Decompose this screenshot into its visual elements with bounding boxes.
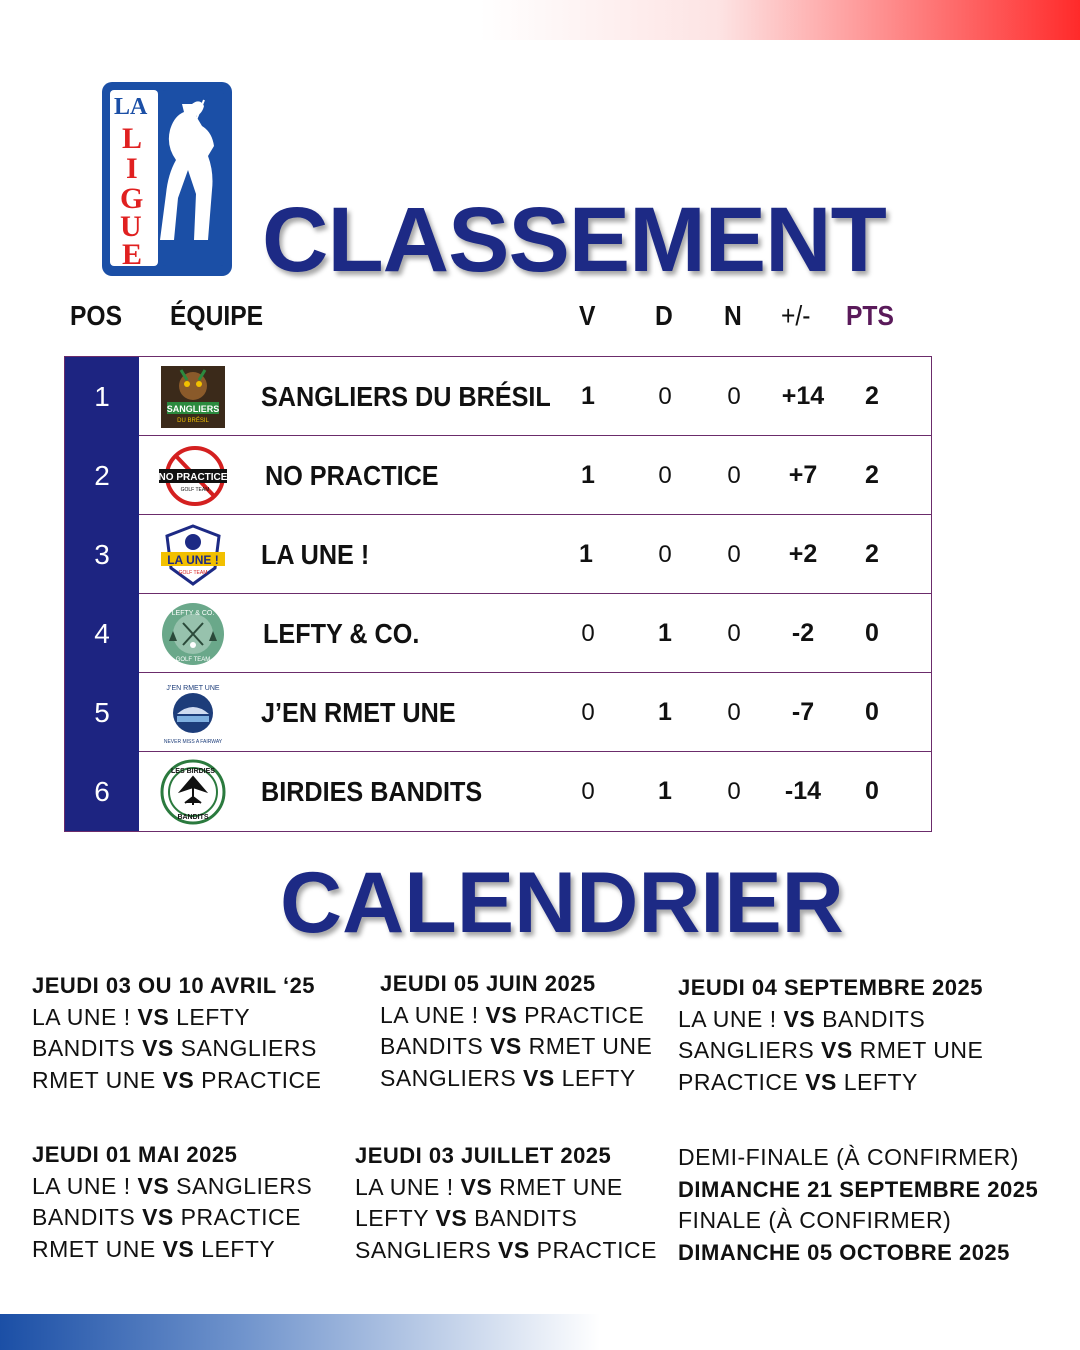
schedule-block-june: [380, 968, 652, 1094]
svg-text:GOLF TEAM: GOLF TEAM: [180, 487, 210, 493]
match-line: LA UNE ! VS SANGLIERS: [32, 1172, 313, 1199]
goal-diff: +14: [781, 382, 825, 410]
goal-diff: -14: [784, 777, 822, 805]
position: 6: [65, 752, 139, 831]
jen-rmet-une-logo-icon: [159, 680, 227, 746]
svg-text:LEFTY & CO.: LEFTY & CO.: [171, 610, 215, 617]
final-label: FINALE (À CONFIRMER): [678, 1207, 952, 1233]
team-name: SANGLIERS DU BRÉSIL: [261, 380, 551, 412]
svg-text:BANDITS: BANDITS: [177, 814, 209, 821]
goal-diff: +7: [788, 461, 818, 489]
svg-text:I: I: [126, 152, 138, 185]
match-date: JEUDI 03 OU 10 AVRIL ‘25: [32, 973, 316, 998]
col-pts: PTS: [846, 300, 894, 331]
schedule-block-september: [678, 972, 983, 1098]
match-line: LA UNE ! VS RMET UNE: [355, 1173, 623, 1200]
match-line: RMET UNE VS LEFTY: [32, 1235, 276, 1262]
svg-text:GOLF TEAM: GOLF TEAM: [178, 570, 208, 576]
match-date: JEUDI 05 JUIN 2025: [380, 971, 596, 996]
calendar-title: CALENDRIER: [280, 855, 844, 951]
col-n: N: [724, 300, 742, 331]
page-title: CLASSEMENT: [262, 189, 886, 291]
match-date: JEUDI 01 MAI 2025: [32, 1142, 238, 1167]
svg-text:U: U: [120, 210, 142, 243]
losses: 1: [658, 777, 672, 805]
table-row: [65, 436, 931, 515]
match-line: LEFTY VS BANDITS: [355, 1205, 578, 1231]
draws: 0: [727, 619, 741, 647]
lefty-logo-icon: [159, 601, 227, 667]
losses: 0: [658, 461, 672, 489]
position: 4: [65, 594, 139, 673]
la-une-logo-icon: [159, 522, 227, 588]
table-row: [65, 357, 931, 436]
standings-table: [64, 356, 932, 832]
team-name: LEFTY & CO.: [263, 617, 420, 649]
svg-text:G: G: [120, 182, 144, 215]
match-line: PRACTICE VS LEFTY: [678, 1068, 918, 1095]
draws: 0: [727, 777, 741, 805]
wins: 1: [581, 461, 595, 489]
draws: 0: [727, 698, 741, 726]
match-line: BANDITS VS RMET UNE: [380, 1033, 653, 1059]
draws: 0: [727, 461, 741, 489]
svg-text:SANGLIERS: SANGLIERS: [166, 404, 220, 414]
wins: 1: [581, 382, 595, 410]
wins: 0: [581, 619, 595, 647]
match-date: JEUDI 04 SEPTEMBRE 2025: [678, 975, 983, 1000]
match-line: LA UNE ! VS LEFTY: [32, 1003, 251, 1030]
semifinal-label: DEMI-FINALE (À CONFIRMER): [678, 1144, 1019, 1170]
svg-text:NO PRACTICE: NO PRACTICE: [159, 472, 227, 483]
team-name: NO PRACTICE: [265, 459, 439, 491]
match-line: BANDITS VS SANGLIERS: [32, 1035, 317, 1061]
losses: 1: [658, 619, 672, 647]
bottom-accent-bar: [0, 1314, 600, 1350]
goal-diff: -7: [791, 698, 815, 726]
wins: 0: [581, 777, 595, 805]
col-pos: POS: [70, 300, 123, 331]
col-d: D: [655, 300, 673, 331]
match-line: BANDITS VS PRACTICE: [32, 1204, 301, 1230]
losses: 0: [658, 382, 672, 410]
svg-text:NEVER MISS A FAIRWAY: NEVER MISS A FAIRWAY: [163, 739, 223, 745]
no-practice-logo-icon: [159, 443, 227, 509]
points: 0: [865, 619, 879, 647]
svg-text:L: L: [122, 122, 143, 155]
match-line: SANGLIERS VS LEFTY: [380, 1064, 636, 1091]
points: 0: [865, 777, 879, 805]
wins: 0: [581, 698, 595, 726]
svg-text:E: E: [122, 238, 143, 271]
position: 1: [65, 357, 139, 436]
position: 3: [65, 515, 139, 594]
position: 2: [65, 436, 139, 515]
schedule-block-finals: [678, 1142, 1038, 1268]
draws: 0: [727, 382, 741, 410]
losses: 0: [658, 540, 672, 568]
team-name: J’EN RMET UNE: [261, 696, 456, 728]
semifinal-date: DIMANCHE 21 SEPTEMBRE 2025: [678, 1176, 1039, 1202]
table-row: [65, 673, 931, 752]
match-line: LA UNE ! VS BANDITS: [678, 1005, 926, 1032]
points: 0: [865, 698, 879, 726]
team-name: BIRDIES BANDITS: [261, 775, 483, 807]
losses: 1: [658, 698, 672, 726]
table-row: [65, 594, 931, 673]
col-diff: +/-: [781, 300, 811, 331]
goal-diff: +2: [788, 540, 818, 568]
draws: 0: [727, 540, 741, 568]
final-date: DIMANCHE 05 OCTOBRE 2025: [678, 1239, 1010, 1265]
match-line: SANGLIERS VS RMET UNE: [678, 1037, 984, 1063]
goal-diff: -2: [791, 619, 815, 647]
table-row: [65, 515, 931, 594]
wins: 1: [579, 540, 593, 568]
birdies-logo-icon: [159, 759, 227, 825]
svg-text:LA: LA: [114, 94, 148, 120]
la-ligue-logo: [100, 80, 234, 278]
boar-logo-icon: [159, 364, 227, 430]
table-header: [0, 300, 1080, 340]
points: 2: [865, 540, 879, 568]
svg-text:GOLF TEAM: GOLF TEAM: [175, 657, 211, 663]
points: 2: [865, 382, 879, 410]
svg-text:DU BRÉSIL: DU BRÉSIL: [177, 418, 209, 424]
position: 5: [65, 673, 139, 752]
team-name: LA UNE !: [261, 538, 370, 570]
table-row: [65, 752, 931, 831]
svg-text:LES BIRDIES: LES BIRDIES: [171, 768, 215, 775]
svg-text:J’EN RMET UNE: J’EN RMET UNE: [166, 685, 220, 692]
schedule-block-july: [355, 1140, 657, 1266]
match-line: LA UNE ! VS PRACTICE: [380, 1001, 645, 1028]
match-line: RMET UNE VS PRACTICE: [32, 1066, 322, 1093]
col-v: V: [579, 300, 596, 331]
col-team: ÉQUIPE: [170, 300, 264, 331]
schedule-block-april: [32, 970, 321, 1096]
top-accent-bar: [480, 0, 1080, 40]
schedule-block-may: [32, 1139, 312, 1265]
svg-text:LA UNE !: LA UNE !: [167, 553, 219, 567]
match-date: JEUDI 03 JUILLET 2025: [355, 1143, 612, 1168]
match-line: SANGLIERS VS PRACTICE: [355, 1236, 657, 1263]
points: 2: [865, 461, 879, 489]
